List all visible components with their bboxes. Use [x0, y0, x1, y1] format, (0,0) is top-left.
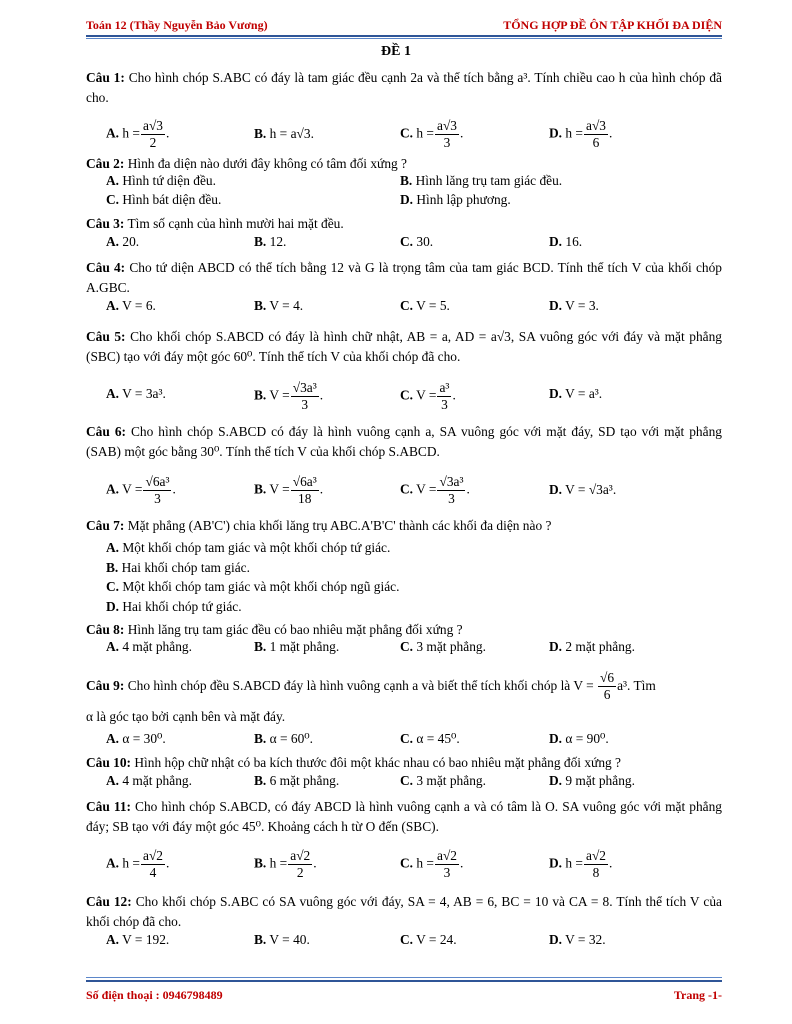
option-d: D. 16. [549, 234, 583, 249]
option-c: C. V = 24. [400, 932, 457, 947]
option-a: A. α = 30⁰. [106, 731, 166, 746]
question-11-options [106, 848, 726, 880]
question-11: Câu 11: Cho hình chóp S.ABCD, có đáy ABCD là hình vuông cạnh a và có tâm là O. SA vuông góc với mặt phẳng đáy; SB tạo với đáy một góc 45⁰. Khoảng cách h từ O đến (SBC). [86, 799, 722, 834]
option-a: A. Một khối chóp tam giác và một khối chóp tứ giác. [106, 540, 391, 555]
header-author: Toán 12 (Thầy Nguyễn Bảo Vương) [86, 18, 268, 32]
option-d: D. Hai khối chóp tứ giác. [106, 598, 242, 614]
footer-rule [86, 980, 722, 982]
option-a: A. h = $\frac{a√3}{2}$ . [106, 118, 170, 150]
option-b: B. V = $\frac{\text{√6a³}}{18}$ . [254, 474, 324, 506]
question-12-options [106, 932, 726, 952]
header-topic: TỔNG HỢP ĐỀ ÔN TẬP KHỐI ĐA DIỆN [503, 18, 722, 32]
option-b: B. 6 mặt phẳng. [254, 773, 340, 788]
option-d: D. α = 90⁰. [549, 731, 609, 746]
option-c: C. h = $\frac{a√2}{3}$ . [400, 848, 464, 880]
option-b: B. V = 4. [254, 298, 304, 313]
option-b: B. h = a√3. [254, 126, 314, 141]
option-c: C. Hình bát diện đều. [106, 192, 222, 207]
option-d: D. V = 32. [549, 932, 606, 947]
question-8-options [106, 639, 726, 659]
option-d: D. V = 3. [549, 298, 599, 313]
question-1-options [106, 118, 726, 150]
option-a: A. V = 3a³. [106, 386, 166, 401]
question-12: Câu 12: Cho khối chóp S.ABC có SA vuông góc với đáy, SA = 4, AB = 6, BC = 10 và CA = 8. Tính thể tích V của khối chóp đã cho. [86, 894, 722, 929]
option-d: D. Hình lập phương. [400, 192, 511, 207]
option-b: B. Hai khối chóp tam giác. [106, 559, 250, 575]
header-rule [86, 35, 722, 37]
option-c: C. 30. [400, 234, 434, 249]
page-title: ĐỀ 1 [381, 44, 411, 59]
question-1: Câu 1: Cho hình chóp S.ABC có đáy là tam giác đều cạnh 2a và thể tích bằng a³. Tính chiều cao h của hình chóp đã cho. [86, 70, 722, 105]
option-c: C. 3 mặt phẳng. [400, 639, 486, 654]
page-header [86, 14, 722, 34]
option-d: D. V = √3a³. [549, 482, 617, 497]
question-7: Câu 7: Mặt phẳng (AB'C') chia khối lăng trụ ABC.A'B'C' thành các khối đa diện nào ? [86, 518, 552, 533]
question-9: Câu 9: Cho hình chóp đều S.ABCD đáy là hình vuông cạnh a và biết thể tích khối chóp là V = $\frac{√6}{6}$ a³. Tìm [86, 670, 656, 703]
option-a: A. h = $\frac{a√2}{4}$ . [106, 848, 170, 880]
option-c: C. V = 5. [400, 298, 450, 313]
option-a: A. Hình tứ diện đều. [106, 173, 216, 188]
option-b: B. h = $\frac{a√2}{2}$ . [254, 848, 317, 880]
question-6-options [106, 474, 726, 506]
option-a: A. 4 mặt phẳng. [106, 773, 192, 788]
option-a: A. V = 6. [106, 298, 156, 313]
option-d: D. 2 mặt phẳng. [549, 639, 635, 654]
page-number: Trang -1- [673, 988, 722, 1002]
question-3-options [106, 234, 726, 254]
option-d: D. h = $\frac{a√3}{6}$ . [549, 118, 613, 150]
option-c: C. V = $\frac{\text{a³}}{3}$ . [400, 380, 456, 412]
question-10-options [106, 773, 726, 793]
question-6: Câu 6: Cho hình chóp S.ABCD có đáy là hình vuông cạnh a, SA vuông góc với mặt đáy, SD tạo với mặt phẳng (SAB) một góc bằng 30⁰. Tính thể tích V của khối chóp S.ABCD. [86, 424, 722, 459]
question-4: Câu 4: Cho tứ diện ABCD có thể tích bằng 12 và G là trọng tâm của tam giác BCD. Tính thể tích V của khối chóp A.GBC. [86, 260, 722, 295]
question-5-options [106, 380, 726, 412]
question-2: Câu 2: Hình đa diện nào dưới đây không có tâm đối xứng ? [86, 156, 408, 171]
option-c: C. Một khối chóp tam giác và một khối chóp ngũ giác. [106, 579, 400, 594]
question-7-options [106, 538, 726, 616]
option-a: A. V = $\frac{\text{√6a³}}{3}$ . [106, 474, 176, 506]
option-b: B. 12. [254, 234, 287, 249]
header-rule-thin [86, 38, 722, 39]
question-10: Câu 10: Hình hộp chữ nhật có ba kích thước đôi một khác nhau có bao nhiêu mặt phẳng đối xứng ? [86, 755, 622, 770]
option-b: B. V = $\frac{\text{√3a³}}{3}$ . [254, 380, 324, 412]
option-c: C. V = $\frac{\text{√3a³}}{3}$ . [400, 474, 470, 506]
option-c: C. 3 mặt phẳng. [400, 773, 486, 788]
option-a: A. 20. [106, 234, 140, 249]
question-9-cont: α là góc tạo bởi cạnh bên và mặt đáy. [86, 709, 286, 724]
question-5: Câu 5: Cho khối chóp S.ABCD có đáy là hình chữ nhật, AB = a, AD = a√3, SA vuông góc với đáy và mặt phẳng (SBC) tạo với đáy một góc 60⁰. Tính thể tích V của khối chóp đã cho. [86, 329, 722, 364]
option-d: D. 9 mặt phẳng. [549, 773, 635, 788]
footer-rule-thin [86, 977, 722, 978]
option-a: A. 4 mặt phẳng. [106, 639, 192, 654]
question-3: Câu 3: Tìm số cạnh của hình mười hai mặt đều. [86, 216, 344, 231]
option-c: C. α = 45⁰. [400, 731, 460, 746]
question-9-options [106, 731, 726, 751]
question-2-options-row2 [106, 192, 726, 212]
option-d: D. V = a³. [549, 386, 603, 401]
question-2-options-row1 [106, 173, 726, 193]
question-8: Câu 8: Hình lăng trụ tam giác đều có bao nhiêu mặt phẳng đối xứng ? [86, 622, 463, 637]
option-c: C. h = $\frac{a√3}{3}$ . [400, 118, 464, 150]
footer-phone: Số điện thoại : 0946798489 [86, 988, 223, 1002]
option-b: B. α = 60⁰. [254, 731, 314, 746]
option-b: B. Hình lăng trụ tam giác đều. [400, 173, 563, 188]
option-a: A. V = 192. [106, 932, 170, 947]
question-4-options [106, 298, 726, 318]
option-d: D. h = $\frac{a√2}{8}$ . [549, 848, 613, 880]
option-b: B. V = 40. [254, 932, 310, 947]
option-b: B. 1 mặt phẳng. [254, 639, 340, 654]
